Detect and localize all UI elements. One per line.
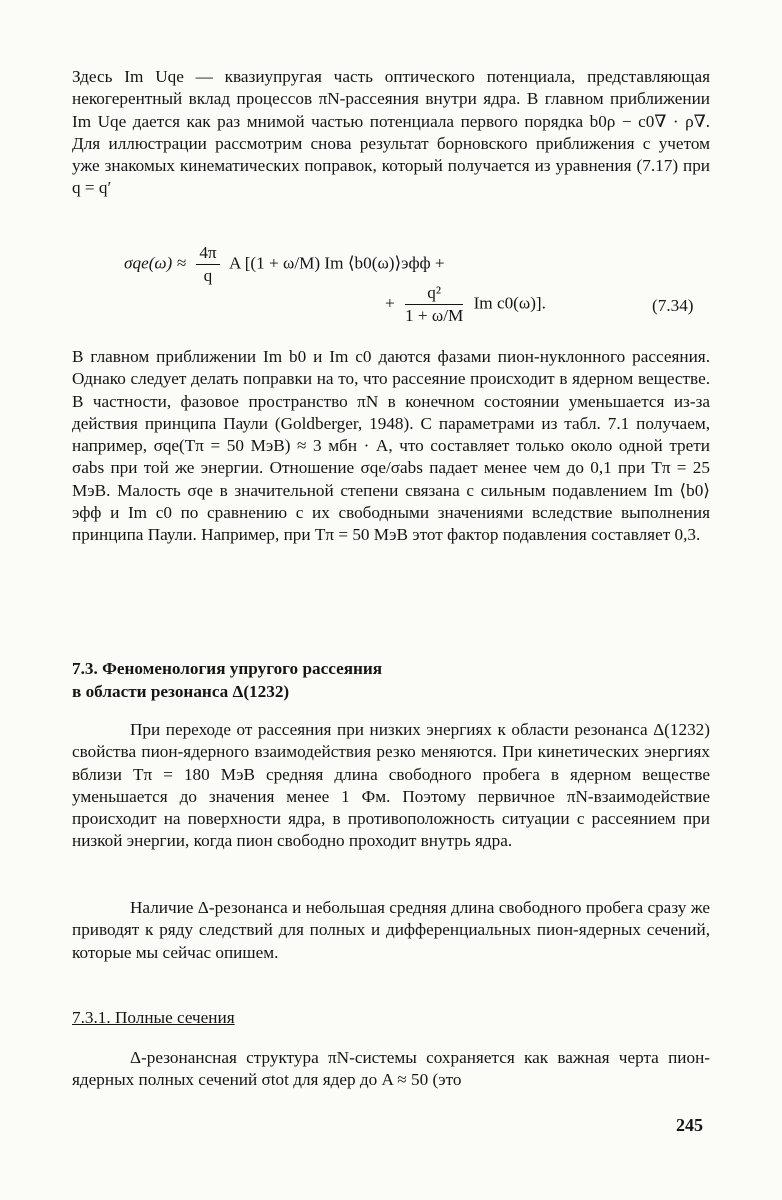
paragraph-1: Здесь Im Uqe — квазиупругая часть оптического потенциала, представляющая некогерентный вклад процессов πN-рассеяния внутри ядра. В главном приближении Im Uqe дается как раз мнимой частью потенциала первого порядка b0ρ − c0∇ · ρ∇. Для иллюстрации рассмотрим снова результат борновского приближения с учетом уже знакомых кинематических поправок, который получается из уравнения (7.17) при q = q′	[72, 67, 710, 198]
section-heading	[72, 658, 382, 703]
equation-line-1	[124, 243, 445, 286]
equation-lhs: σqe(ω) ≈	[124, 253, 187, 273]
fraction-denominator: 1 + ω/M	[405, 306, 464, 325]
fraction-4pi-over-q	[196, 243, 219, 286]
equation-plus: +	[385, 293, 395, 313]
section-heading-line-1: 7.3. Феноменология упругого рассеяния	[72, 659, 383, 678]
paragraph-5-block	[72, 1047, 710, 1092]
paragraph-2-block	[72, 346, 710, 547]
paragraph-1-block	[72, 66, 710, 200]
section-heading-line-2: в области резонанса Δ(1232)	[72, 681, 290, 701]
paragraph-3: При переходе от рассеяния при низких энергиях к области резонанса Δ(1232) свойства пион-ядерного взаимодействия резко меняются. При кинетических энергиях вблизи Tπ = 180 МэВ средняя длина свободного пробега в ядерном веществе уменьшается до значения менее 1 Фм. Поэтому первичное πN-взаимодействие происходит на поверхности ядра, в противоположность ситуации с рассеянием при низкой энергии, когда пион свободно проходит внутрь ядра.	[72, 720, 710, 851]
fraction-denominator: q	[203, 266, 213, 285]
equation-line-2	[385, 283, 546, 326]
subsection-heading: 7.3.1. Полные сечения	[72, 1008, 235, 1027]
paragraph-3-block	[72, 719, 710, 853]
paragraph-4-block	[72, 897, 710, 964]
equation-line-2-rest: Im c0(ω)].	[473, 293, 546, 313]
paragraph-5: Δ-резонансная структура πN-системы сохраняется как важная черта пион-ядерных полных сечений σtot для ядер до A ≈ 50 (это	[72, 1048, 710, 1090]
paragraph-4: Наличие Δ-резонанса и небольшая средняя длина свободного пробега сразу же приводят к ряду следствий для полных и дифференциальных пион-ядерных сечений, которые мы сейчас опишем.	[72, 898, 710, 962]
page-number: 245	[676, 1115, 703, 1135]
equation-line-1-rest: A [(1 + ω/M) Im ⟨b0(ω)⟩эфф +	[228, 253, 445, 273]
paragraph-2: В главном приближении Im b0 и Im c0 даются фазами пион-нуклонного рассеяния. Однако следует делать поправки на то, что рассеяние происходит в ядерном веществе. В частности, фазовое пространство πN в конечном состоянии уменьшается из-за действия принципа Паули (Goldberger, 1948). С параметрами из табл. 7.1 получаем, например, σqe(Tπ = 50 МэВ) ≈ 3 мбн · A, что составляет только около одной трети σabs при той же энергии. Отношение σqe/σabs падает менее чем до 0,1 при Tπ = 25 МэВ. Малость σqe в значительной степени связана с сильным подавлением Im ⟨b0⟩эфф и Im c0 по сравнению с их свободными значениями вследствие выполнения принципа Паули. Например, при Tπ = 50 МэВ этот фактор подавления составляет 0,3.	[72, 347, 710, 545]
equation-number: (7.34)	[652, 296, 694, 315]
fraction-numerator: q²	[405, 283, 463, 305]
fraction-q2-over-1-plus-omega-m	[405, 283, 463, 326]
fraction-numerator: 4π	[196, 243, 219, 265]
